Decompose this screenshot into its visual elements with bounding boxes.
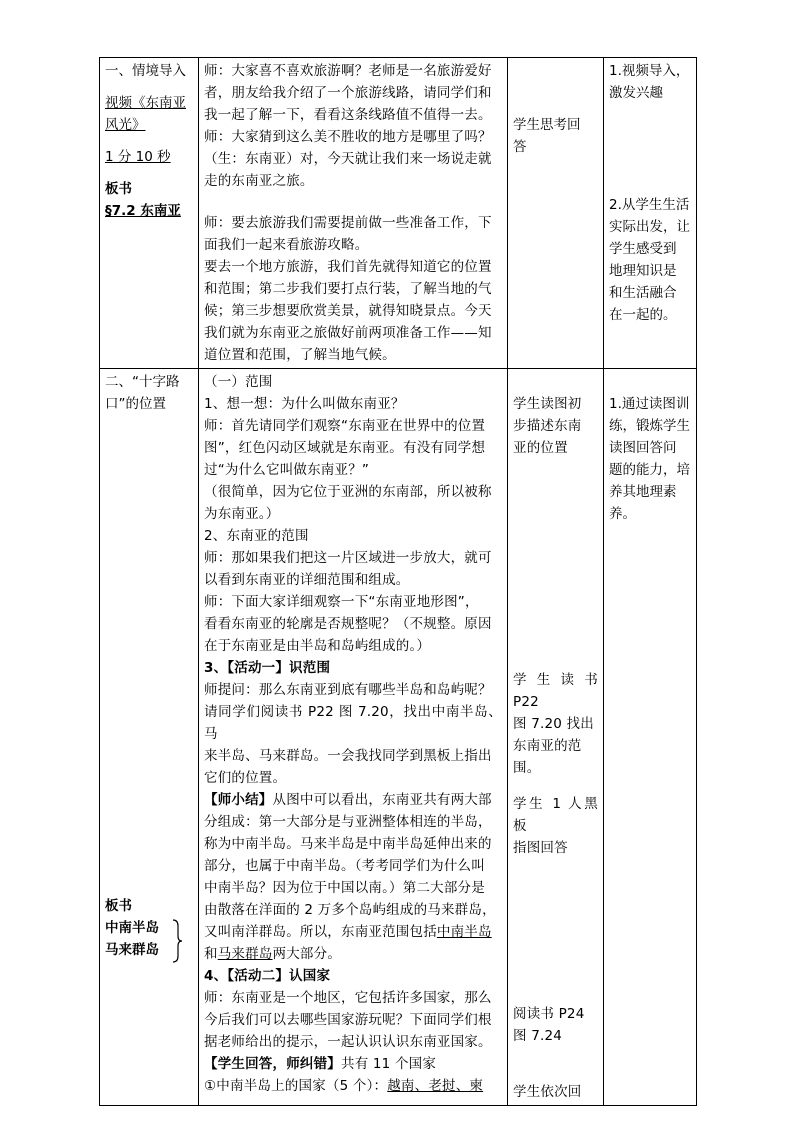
text-line: 答 bbox=[513, 139, 527, 155]
text-line: 围。 bbox=[513, 760, 541, 776]
text-line: 和生活融合 bbox=[609, 285, 677, 301]
text-fragment: 又叫南洋群岛。所以，东南亚范围包括 bbox=[204, 924, 437, 940]
text-line: 今后我们可以去哪些国家游玩呢？下面同学们根 bbox=[204, 1012, 492, 1028]
text-line: 学生思考回 bbox=[513, 117, 581, 133]
text-line: 者，朋友给我介绍了一个旅游线路，请同学们和 bbox=[204, 85, 492, 101]
text-line: 图 7.24 bbox=[513, 1028, 563, 1044]
text-line: 地理知识是 bbox=[609, 263, 677, 279]
text-line: 师提问：那么东南亚到底有哪些半岛和岛屿呢？ bbox=[204, 682, 492, 698]
stage-cell bbox=[100, 369, 199, 1106]
text-line: 来半岛、马来群岛。一会我找同学到黑板上指出 bbox=[204, 748, 492, 764]
text-line: 学生读书 P22 bbox=[513, 672, 598, 710]
underlined-term: 马来群岛 bbox=[217, 946, 273, 962]
text-line: 亚的位置 bbox=[513, 440, 568, 456]
text-line: 师：要去旅游我们需要提前做一些准备工作，下 bbox=[204, 215, 492, 231]
text-line: 实际出发，让 bbox=[609, 219, 690, 235]
stage-cell bbox=[100, 58, 199, 369]
design-intent-cell bbox=[604, 369, 697, 1106]
text-fragment: ①中南半岛上的国家（5 个）： bbox=[204, 1078, 388, 1094]
table-row bbox=[100, 58, 697, 369]
curly-brace-icon bbox=[171, 919, 183, 963]
text-line: 分组成：第一大部分是与亚洲整体相连的半岛， bbox=[204, 814, 492, 830]
board-items bbox=[105, 917, 193, 961]
underlined-term: 越南、老挝、柬 bbox=[387, 1078, 484, 1094]
text-line: 走的东南亚之旅。 bbox=[204, 173, 314, 189]
text-line: 1.视频导入， bbox=[609, 63, 690, 79]
video-title-line2: 风光》 bbox=[105, 117, 146, 133]
text-line: 由散落在洋面的 2 万多个岛屿组成的马来群岛， bbox=[204, 902, 496, 918]
board-item: 马来群岛 bbox=[105, 942, 159, 958]
text-line bbox=[204, 921, 502, 943]
text-line: 过“为什么它叫做东南亚？” bbox=[204, 462, 370, 478]
summary-text: 从图中可以看出，东南亚共有两大部 bbox=[272, 792, 492, 808]
activity-number: 3、 bbox=[204, 660, 228, 676]
answer-line bbox=[204, 1053, 502, 1075]
activity-number: 4、 bbox=[204, 968, 228, 984]
video-title-line1: 视频《东南亚 bbox=[105, 95, 186, 111]
lesson-plan-table bbox=[99, 57, 697, 1106]
text-line: 指图回答 bbox=[513, 840, 568, 856]
stage-heading: 一、情境导入 bbox=[105, 63, 186, 79]
video-duration: 1 分 10 秒 bbox=[105, 149, 171, 165]
text-line: 师：东南亚是一个地区，它包括许多国家，那么 bbox=[204, 990, 492, 1006]
text-line: 学生感受到 bbox=[609, 241, 677, 257]
text-fragment: 和 bbox=[204, 946, 218, 962]
text-fragment: 两大部分。 bbox=[272, 946, 342, 962]
text-line: 部分，也属于中南半岛。（考考同学们为什么叫 bbox=[204, 858, 485, 874]
text-line: 和范围；第二步我们要打点行装，了解当地的气 bbox=[204, 281, 492, 297]
text-line: 图”，红色闪动区域就是东南亚。有没有同学想 bbox=[204, 440, 486, 456]
text-line bbox=[204, 1075, 502, 1097]
text-line bbox=[204, 943, 502, 965]
text-line: 据老师给出的提示，一起认识认识东南亚国家。 bbox=[204, 1034, 492, 1050]
summary-line bbox=[204, 789, 502, 811]
text-line: 2、东南亚的范围 bbox=[204, 528, 309, 544]
answer-tag: 【学生回答，师纠错】 bbox=[204, 1056, 341, 1072]
text-line: 师：大家猜到这么美不胜收的地方是哪里了吗？ bbox=[204, 129, 492, 145]
text-line: 激发兴趣 bbox=[609, 85, 663, 101]
text-line: 2.从学生生活 bbox=[609, 197, 690, 213]
text-line: 我一起了解一下，看看这条线路值不值得一去。 bbox=[204, 107, 492, 123]
answer-text: 共有 11 个国家 bbox=[341, 1056, 437, 1072]
text-line: 候；第三步想要欣赏美景，就得知晓景点。今天 bbox=[204, 303, 492, 319]
activity-title: 识范围 bbox=[289, 660, 331, 676]
text-line: 道位置和范围，了解当地气候。 bbox=[204, 347, 396, 363]
text-line: 师：首先请同学们观察“东南亚在世界中的位置 bbox=[204, 418, 486, 434]
board-label: 板书 bbox=[105, 898, 132, 914]
underlined-term: 中南半岛 bbox=[436, 924, 492, 940]
text-line: 看看东南亚的轮廓是否规整呢？（不规整。原因 bbox=[204, 616, 492, 632]
teacher-activity-cell bbox=[199, 58, 508, 369]
activity-tag: 【活动二】 bbox=[227, 968, 290, 984]
text-line: 读图回答问 bbox=[609, 440, 677, 456]
summary-tag: 【师小结】 bbox=[204, 792, 273, 808]
activity-tag: 【活动一】 bbox=[227, 660, 290, 676]
student-activity-cell bbox=[508, 369, 604, 1106]
activity-title: 认国家 bbox=[289, 968, 331, 984]
text-line: 练，锻炼学生 bbox=[609, 418, 690, 434]
text-line: （生：东南亚）对，今天就让我们来一场说走就 bbox=[204, 151, 492, 167]
text-line: 在于东南亚是由半岛和岛屿组成的。） bbox=[204, 638, 431, 654]
text-line: 养。 bbox=[609, 506, 636, 522]
board-title: §7.2 东南亚 bbox=[105, 203, 181, 219]
stage-heading-line2: 口”的位置 bbox=[105, 396, 166, 412]
text-line: 师：大家喜不喜欢旅游啊？老师是一名旅游爱好 bbox=[204, 63, 492, 79]
text-line: 以看到东南亚的详细范围和组成。 bbox=[204, 572, 410, 588]
board-item: 中南半岛 bbox=[105, 920, 159, 936]
text-line: 步描述东南 bbox=[513, 418, 582, 434]
text-line: 师：那如果我们把这一片区域进一步放大，就可 bbox=[204, 550, 492, 566]
text-line: 中南半岛？因为位于中国以南。）第二大部分是 bbox=[204, 880, 485, 896]
text-line: 称为中南半岛。马来半岛是中南半岛延伸出来的 bbox=[204, 836, 492, 852]
text-line: （一）范围 bbox=[204, 374, 273, 390]
text-line: 学生读图初 bbox=[513, 396, 582, 412]
text-line: 学生 1 人黑板 bbox=[513, 796, 598, 834]
text-line: 1、想一想：为什么叫做东南亚？ bbox=[204, 396, 405, 412]
text-line: 它们的位置。 bbox=[204, 770, 287, 786]
text-line: 阅读书 P24 bbox=[513, 1006, 585, 1022]
text-line: 师：下面大家详细观察一下“东南亚地形图”， bbox=[204, 594, 479, 610]
text-line: 要去一个地方旅游，我们首先就得知道它的位置 bbox=[204, 259, 492, 275]
text-line: 东南亚的范 bbox=[513, 738, 582, 754]
text-line: 学生依次回 bbox=[513, 1084, 582, 1100]
text-line: 请同学们阅读书 P22 图 7.20，找出中南半岛、马 bbox=[204, 704, 502, 742]
text-line: 图 7.20 找出 bbox=[513, 716, 594, 732]
table-row bbox=[100, 369, 697, 1106]
text-line: 面我们一起来看旅游攻略。 bbox=[204, 237, 369, 253]
design-intent-cell bbox=[604, 58, 697, 369]
stage-heading-line1: 二、“十字路 bbox=[105, 374, 180, 390]
activity-heading bbox=[204, 965, 502, 987]
text-line: 为东南亚。） bbox=[204, 506, 280, 522]
text-line: 养其地理素 bbox=[609, 484, 677, 500]
text-line: 1.通过读图训 bbox=[609, 396, 690, 412]
board-label: 板书 bbox=[105, 181, 132, 197]
student-activity-cell bbox=[508, 58, 604, 369]
text-line: 在一起的。 bbox=[609, 307, 677, 323]
text-line: （很简单，因为它位于亚洲的东南部，所以被称 bbox=[204, 484, 492, 500]
text-line: 题的能力，培 bbox=[609, 462, 690, 478]
activity-heading bbox=[204, 657, 502, 679]
teacher-activity-cell bbox=[199, 369, 508, 1106]
text-line: 我们就为东南亚之旅做好前两项准备工作——知 bbox=[204, 325, 492, 341]
